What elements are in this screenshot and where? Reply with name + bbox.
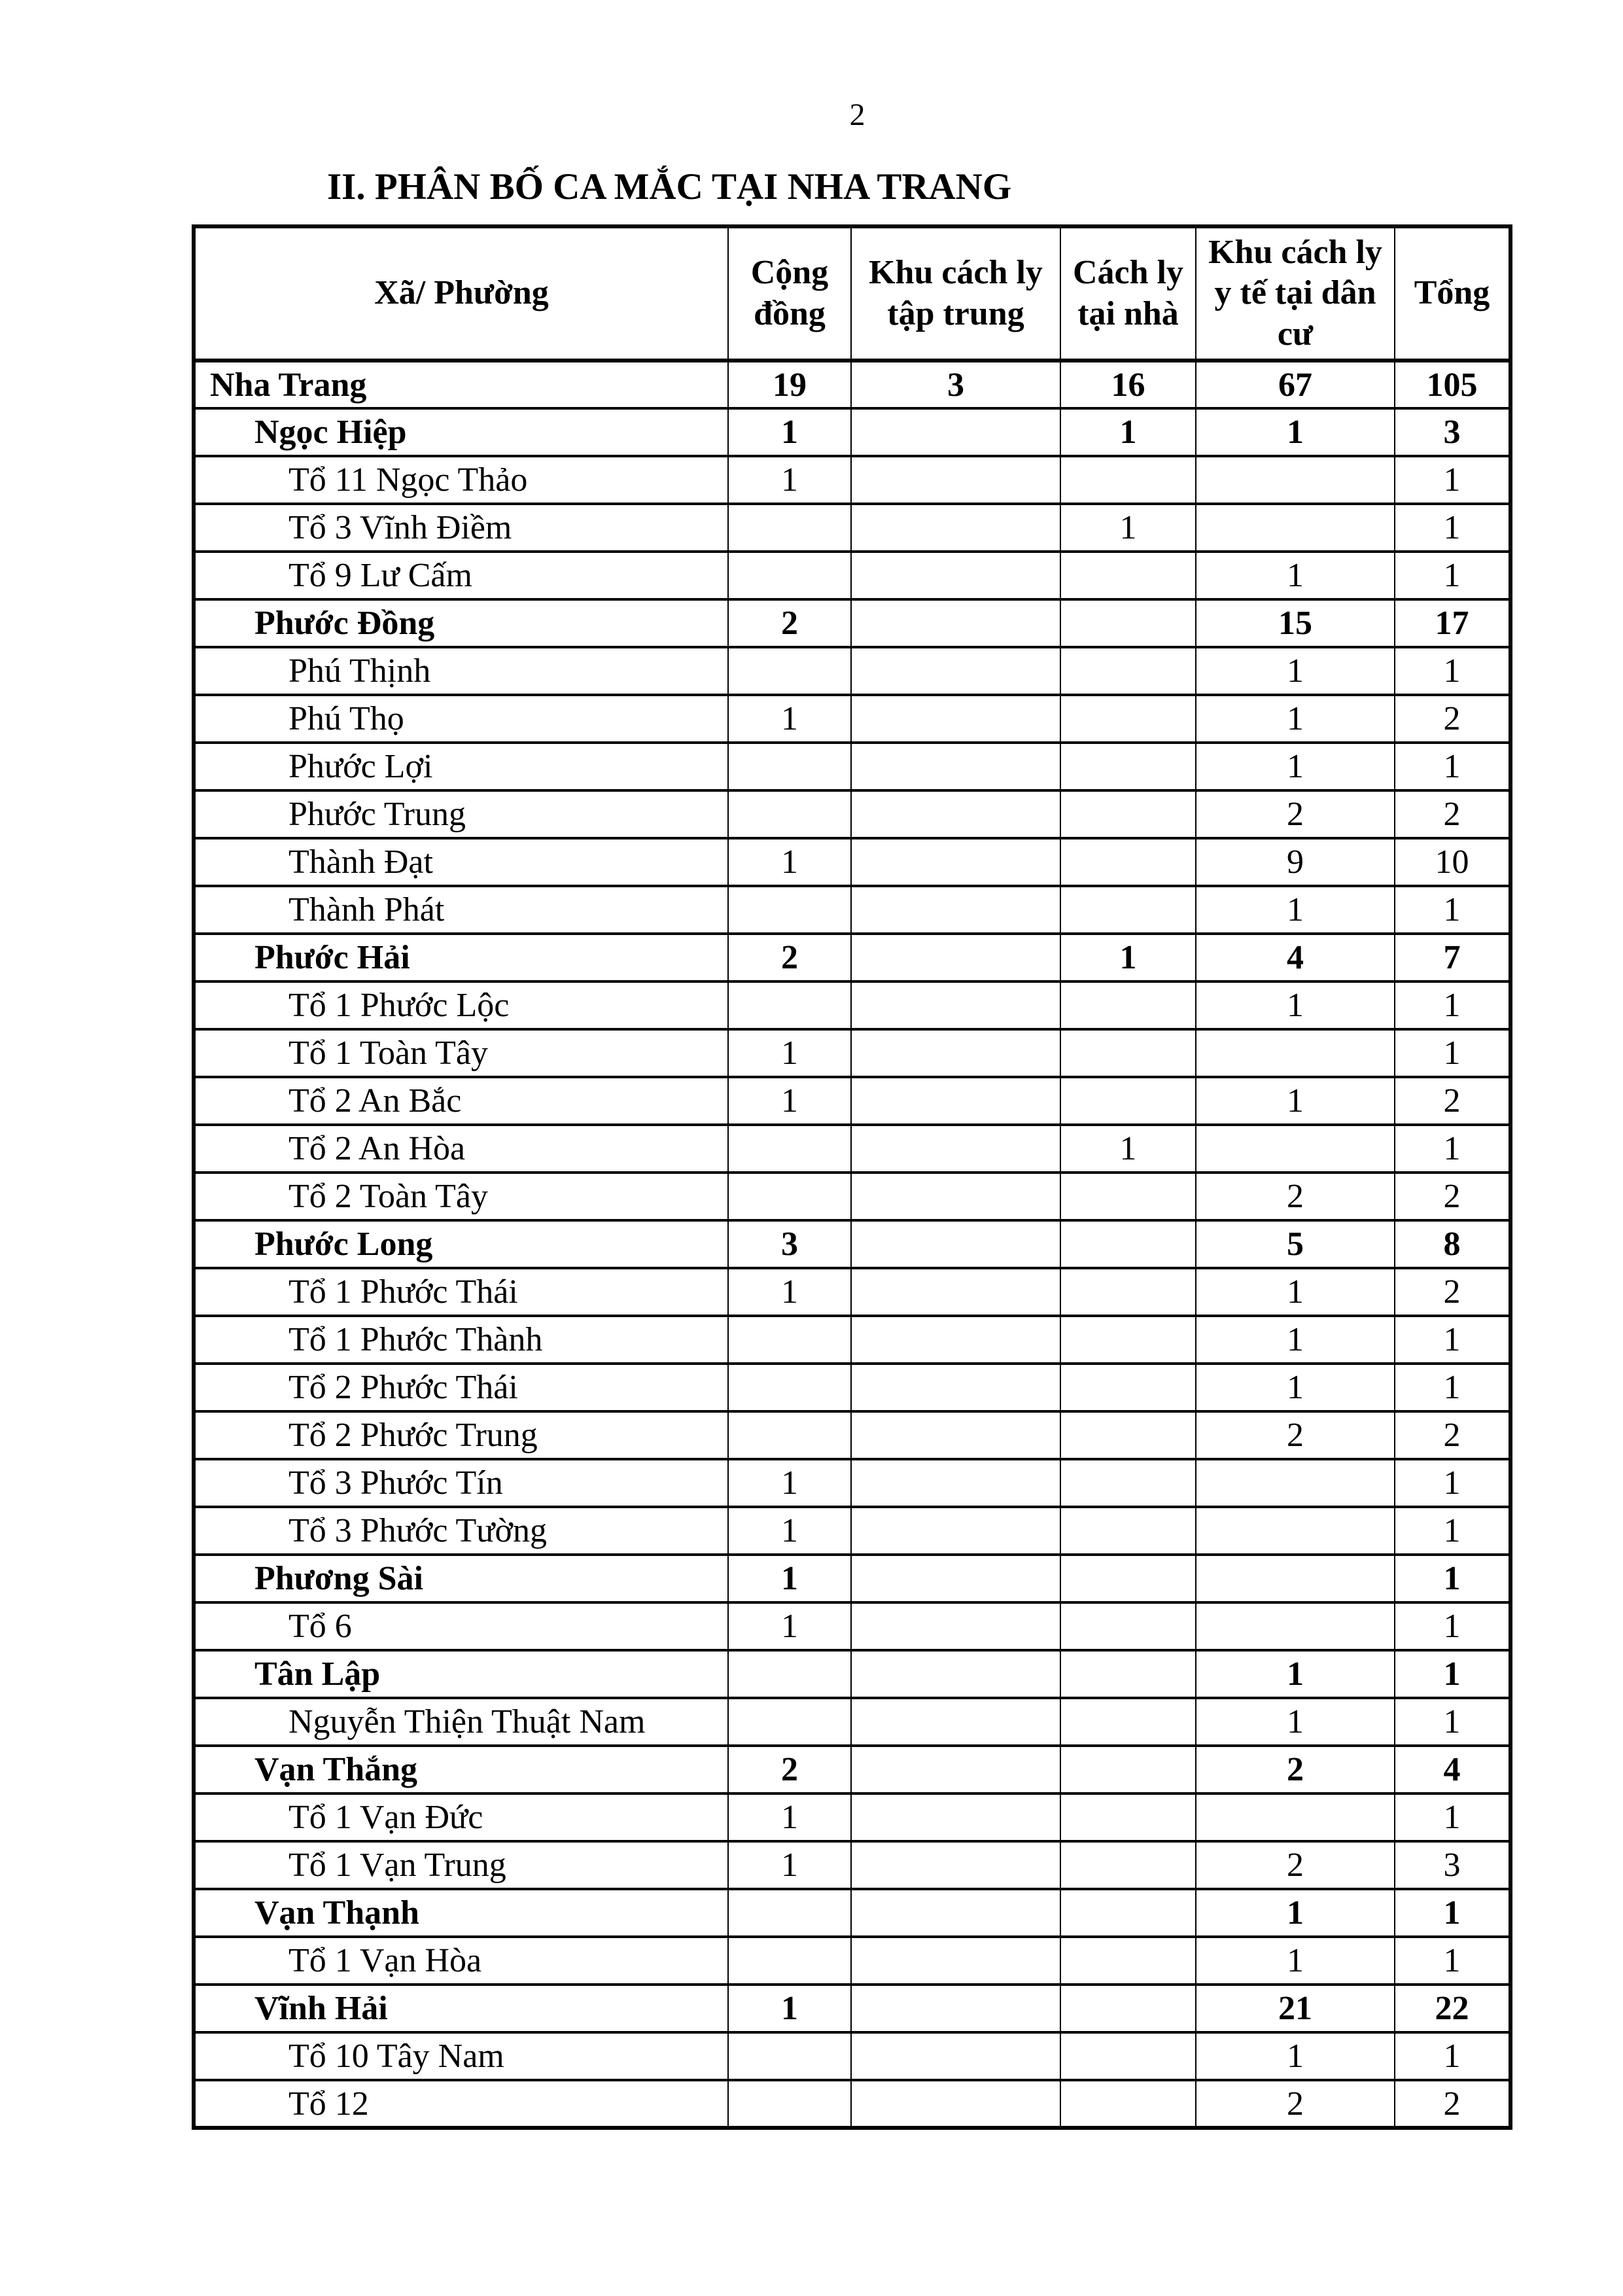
value-cell-tong: 1 [1395, 1555, 1510, 1602]
value-cell-tong: 2 [1395, 1173, 1510, 1220]
value-cell-cach-ly-y-te: 1 [1196, 981, 1395, 1029]
value-cell-cach-ly-y-te: 1 [1196, 1889, 1395, 1937]
value-cell-cach-ly-tai-nha [1060, 695, 1196, 743]
table-header [194, 226, 1510, 361]
value-cell-cong-dong [728, 647, 851, 695]
value-cell-tong: 10 [1395, 838, 1510, 886]
table-row [194, 1077, 1510, 1125]
value-cell-cach-ly-tai-nha [1060, 1555, 1196, 1602]
table-row [194, 934, 1510, 981]
value-cell-cach-ly-y-te [1196, 1555, 1395, 1602]
value-cell-cach-ly-tap-trung [851, 1459, 1060, 1507]
value-cell-cong-dong: 2 [728, 599, 851, 647]
table-row [194, 1364, 1510, 1411]
value-cell-cach-ly-tai-nha [1060, 2032, 1196, 2080]
table-row [194, 886, 1510, 934]
value-cell-cong-dong: 1 [728, 456, 851, 504]
column-header-tong: Tổng [1395, 226, 1510, 361]
value-cell-cach-ly-y-te: 1 [1196, 1650, 1395, 1698]
case-distribution-table [192, 224, 1512, 2130]
value-cell-cach-ly-tap-trung [851, 1555, 1060, 1602]
value-cell-cong-dong [728, 1937, 851, 1985]
section-title: II. PHÂN BỐ CA MẮC TẠI NHA TRANG [327, 166, 1012, 207]
value-cell-cach-ly-tap-trung [851, 1985, 1060, 2032]
table-row [194, 1125, 1510, 1173]
value-cell-cach-ly-tai-nha [1060, 599, 1196, 647]
area-name-cell: Tổ 1 Phước Thái [194, 1268, 728, 1316]
value-cell-cong-dong: 1 [728, 695, 851, 743]
value-cell-cach-ly-tai-nha [1060, 1268, 1196, 1316]
value-cell-cach-ly-y-te [1196, 456, 1395, 504]
value-cell-cach-ly-y-te: 5 [1196, 1220, 1395, 1268]
value-cell-cach-ly-tai-nha: 1 [1060, 934, 1196, 981]
value-cell-cach-ly-tap-trung [851, 981, 1060, 1029]
value-cell-tong: 1 [1395, 1029, 1510, 1077]
area-name-cell: Phương Sài [194, 1555, 728, 1602]
value-cell-tong: 1 [1395, 1125, 1510, 1173]
area-name-cell: Vạn Thắng [194, 1746, 728, 1793]
value-cell-cach-ly-y-te: 1 [1196, 1698, 1395, 1746]
table-row [194, 1985, 1510, 2032]
value-cell-tong: 1 [1395, 1507, 1510, 1555]
value-cell-tong: 1 [1395, 1364, 1510, 1411]
table-row [194, 647, 1510, 695]
value-cell-cach-ly-tap-trung [851, 886, 1060, 934]
table-row [194, 1459, 1510, 1507]
value-cell-cong-dong: 1 [728, 1029, 851, 1077]
value-cell-tong: 1 [1395, 1698, 1510, 1746]
value-cell-cach-ly-tai-nha [1060, 1459, 1196, 1507]
area-name-cell: Tổ 11 Ngọc Thảo [194, 456, 728, 504]
area-name-cell: Nguyễn Thiện Thuật Nam [194, 1698, 728, 1746]
value-cell-cong-dong [728, 2080, 851, 2128]
value-cell-cach-ly-tap-trung [851, 599, 1060, 647]
value-cell-tong: 1 [1395, 1459, 1510, 1507]
area-name-cell: Tổ 9 Lư Cấm [194, 552, 728, 599]
area-name-cell: Tổ 1 Vạn Hòa [194, 1937, 728, 1985]
value-cell-cong-dong: 1 [728, 1841, 851, 1889]
table-row [194, 2032, 1510, 2080]
value-cell-cong-dong [728, 1650, 851, 1698]
table-row [194, 2080, 1510, 2128]
value-cell-cong-dong [728, 1125, 851, 1173]
value-cell-tong: 3 [1395, 408, 1510, 456]
value-cell-cach-ly-y-te [1196, 1029, 1395, 1077]
value-cell-cach-ly-tap-trung [851, 1602, 1060, 1650]
value-cell-cach-ly-tai-nha: 1 [1060, 504, 1196, 552]
value-cell-cach-ly-y-te: 2 [1196, 1841, 1395, 1889]
value-cell-cach-ly-tai-nha [1060, 790, 1196, 838]
value-cell-cong-dong: 1 [728, 838, 851, 886]
value-cell-cach-ly-tap-trung [851, 1746, 1060, 1793]
area-name-cell: Phước Đồng [194, 599, 728, 647]
value-cell-cach-ly-tap-trung [851, 1364, 1060, 1411]
value-cell-tong: 1 [1395, 743, 1510, 790]
value-cell-cach-ly-tap-trung [851, 695, 1060, 743]
value-cell-cach-ly-tap-trung [851, 504, 1060, 552]
value-cell-cach-ly-tap-trung [851, 408, 1060, 456]
value-cell-cong-dong [728, 790, 851, 838]
table-row [194, 361, 1510, 408]
table-row [194, 743, 1510, 790]
table-row [194, 1411, 1510, 1459]
value-cell-cong-dong [728, 1316, 851, 1364]
value-cell-cach-ly-tai-nha [1060, 1793, 1196, 1841]
value-cell-cong-dong: 1 [728, 1268, 851, 1316]
value-cell-cach-ly-y-te: 1 [1196, 695, 1395, 743]
value-cell-tong: 2 [1395, 790, 1510, 838]
value-cell-cach-ly-tap-trung [851, 1507, 1060, 1555]
value-cell-tong: 2 [1395, 1411, 1510, 1459]
value-cell-cach-ly-y-te: 2 [1196, 2080, 1395, 2128]
value-cell-cach-ly-y-te [1196, 1507, 1395, 1555]
value-cell-cach-ly-tai-nha [1060, 1173, 1196, 1220]
value-cell-cong-dong: 1 [728, 1507, 851, 1555]
value-cell-cach-ly-tap-trung [851, 743, 1060, 790]
value-cell-cach-ly-y-te: 15 [1196, 599, 1395, 647]
column-header-cach-ly-tai-nha: Cách ly tại nhà [1060, 226, 1196, 361]
value-cell-tong: 1 [1395, 1650, 1510, 1698]
area-name-cell: Phước Hải [194, 934, 728, 981]
table-row [194, 1602, 1510, 1650]
value-cell-cong-dong: 1 [728, 1459, 851, 1507]
value-cell-cong-dong [728, 552, 851, 599]
table-row [194, 1316, 1510, 1364]
table-row [194, 1937, 1510, 1985]
value-cell-tong: 1 [1395, 1937, 1510, 1985]
value-cell-cach-ly-tai-nha [1060, 743, 1196, 790]
value-cell-tong: 1 [1395, 552, 1510, 599]
value-cell-cong-dong [728, 2032, 851, 2080]
table-row [194, 408, 1510, 456]
value-cell-tong: 1 [1395, 1793, 1510, 1841]
value-cell-cach-ly-tai-nha [1060, 456, 1196, 504]
table-row [194, 1746, 1510, 1793]
value-cell-cach-ly-tap-trung [851, 1650, 1060, 1698]
column-header-khu-cach-ly-tap-trung: Khu cách ly tập trung [851, 226, 1060, 361]
table-row [194, 1173, 1510, 1220]
value-cell-cach-ly-y-te: 1 [1196, 647, 1395, 695]
value-cell-cach-ly-y-te: 4 [1196, 934, 1395, 981]
table-row [194, 1555, 1510, 1602]
value-cell-cach-ly-y-te [1196, 504, 1395, 552]
value-cell-tong: 1 [1395, 2032, 1510, 2080]
area-name-cell: Tổ 12 [194, 2080, 728, 2128]
value-cell-cong-dong [728, 1889, 851, 1937]
value-cell-cach-ly-y-te: 1 [1196, 886, 1395, 934]
table-row [194, 1889, 1510, 1937]
value-cell-cach-ly-tap-trung: 3 [851, 361, 1060, 408]
value-cell-cach-ly-tai-nha [1060, 1746, 1196, 1793]
value-cell-cach-ly-tai-nha [1060, 1937, 1196, 1985]
area-name-cell: Tổ 3 Phước Tường [194, 1507, 728, 1555]
table-row [194, 456, 1510, 504]
value-cell-tong: 1 [1395, 504, 1510, 552]
value-cell-cach-ly-y-te: 2 [1196, 1411, 1395, 1459]
value-cell-cach-ly-tap-trung [851, 1841, 1060, 1889]
value-cell-tong: 8 [1395, 1220, 1510, 1268]
value-cell-cach-ly-tap-trung [851, 1411, 1060, 1459]
value-cell-cong-dong: 19 [728, 361, 851, 408]
table-row [194, 1220, 1510, 1268]
value-cell-tong: 2 [1395, 2080, 1510, 2128]
header-row [194, 226, 1510, 361]
area-name-cell: Vĩnh Hải [194, 1985, 728, 2032]
value-cell-tong: 1 [1395, 647, 1510, 695]
value-cell-cach-ly-tap-trung [851, 1316, 1060, 1364]
value-cell-tong: 22 [1395, 1985, 1510, 2032]
value-cell-cong-dong: 3 [728, 1220, 851, 1268]
value-cell-tong: 17 [1395, 599, 1510, 647]
value-cell-tong: 1 [1395, 1602, 1510, 1650]
column-header-xa-phuong: Xã/ Phường [194, 226, 728, 361]
value-cell-cong-dong: 2 [728, 934, 851, 981]
area-name-cell: Tổ 10 Tây Nam [194, 2032, 728, 2080]
value-cell-cach-ly-tai-nha [1060, 1220, 1196, 1268]
page-number: 2 [849, 97, 865, 132]
value-cell-cach-ly-tap-trung [851, 1793, 1060, 1841]
area-name-cell: Thành Đạt [194, 838, 728, 886]
value-cell-cong-dong [728, 504, 851, 552]
value-cell-cach-ly-tai-nha [1060, 1650, 1196, 1698]
value-cell-cach-ly-tai-nha [1060, 1698, 1196, 1746]
value-cell-cach-ly-tai-nha [1060, 1411, 1196, 1459]
value-cell-tong: 2 [1395, 1077, 1510, 1125]
value-cell-cach-ly-tai-nha [1060, 1889, 1196, 1937]
value-cell-cong-dong: 1 [728, 1602, 851, 1650]
value-cell-tong: 2 [1395, 695, 1510, 743]
value-cell-cach-ly-tai-nha [1060, 838, 1196, 886]
value-cell-tong: 1 [1395, 1889, 1510, 1937]
area-name-cell: Tổ 3 Vĩnh Điềm [194, 504, 728, 552]
value-cell-cong-dong [728, 886, 851, 934]
value-cell-cach-ly-y-te [1196, 1602, 1395, 1650]
value-cell-cach-ly-tai-nha: 1 [1060, 408, 1196, 456]
area-name-cell: Phước Trung [194, 790, 728, 838]
area-name-cell: Vạn Thạnh [194, 1889, 728, 1937]
value-cell-cach-ly-tai-nha: 16 [1060, 361, 1196, 408]
value-cell-cach-ly-tap-trung [851, 934, 1060, 981]
value-cell-cach-ly-tap-trung [851, 1125, 1060, 1173]
value-cell-cach-ly-tap-trung [851, 1268, 1060, 1316]
area-name-cell: Phước Lợi [194, 743, 728, 790]
area-name-cell: Phú Thịnh [194, 647, 728, 695]
value-cell-cach-ly-tai-nha [1060, 1316, 1196, 1364]
value-cell-cong-dong: 2 [728, 1746, 851, 1793]
table-row [194, 1841, 1510, 1889]
value-cell-cach-ly-y-te: 67 [1196, 361, 1395, 408]
value-cell-cach-ly-tap-trung [851, 838, 1060, 886]
value-cell-cach-ly-y-te: 2 [1196, 790, 1395, 838]
value-cell-cong-dong [728, 981, 851, 1029]
area-name-cell: Phước Long [194, 1220, 728, 1268]
value-cell-cong-dong: 1 [728, 1555, 851, 1602]
value-cell-cach-ly-y-te: 1 [1196, 1077, 1395, 1125]
column-header-khu-cach-ly-y-te: Khu cách ly y tế tại dân cư [1196, 226, 1395, 361]
value-cell-cach-ly-y-te: 2 [1196, 1173, 1395, 1220]
value-cell-tong: 7 [1395, 934, 1510, 981]
value-cell-cach-ly-y-te: 1 [1196, 743, 1395, 790]
area-name-cell: Tổ 2 Phước Thái [194, 1364, 728, 1411]
value-cell-cong-dong [728, 1698, 851, 1746]
value-cell-tong: 2 [1395, 1268, 1510, 1316]
area-name-cell: Nha Trang [194, 361, 728, 408]
value-cell-cach-ly-tap-trung [851, 2032, 1060, 2080]
table-row [194, 504, 1510, 552]
value-cell-cach-ly-tai-nha [1060, 1029, 1196, 1077]
table-row [194, 1507, 1510, 1555]
area-name-cell: Tổ 1 Vạn Trung [194, 1841, 728, 1889]
value-cell-cach-ly-tai-nha [1060, 2080, 1196, 2128]
area-name-cell: Tổ 1 Phước Lộc [194, 981, 728, 1029]
value-cell-cach-ly-tap-trung [851, 1220, 1060, 1268]
value-cell-tong: 4 [1395, 1746, 1510, 1793]
value-cell-cong-dong [728, 1364, 851, 1411]
value-cell-cach-ly-y-te: 1 [1196, 408, 1395, 456]
area-name-cell: Tổ 2 An Bắc [194, 1077, 728, 1125]
value-cell-cach-ly-tap-trung [851, 1889, 1060, 1937]
table-row [194, 695, 1510, 743]
table-row [194, 838, 1510, 886]
table-row [194, 1793, 1510, 1841]
value-cell-cach-ly-tap-trung [851, 1029, 1060, 1077]
value-cell-cach-ly-tai-nha [1060, 647, 1196, 695]
table-row [194, 981, 1510, 1029]
table-row [194, 599, 1510, 647]
value-cell-cach-ly-y-te: 1 [1196, 1268, 1395, 1316]
value-cell-tong: 1 [1395, 456, 1510, 504]
value-cell-cach-ly-tai-nha [1060, 552, 1196, 599]
area-name-cell: Thành Phát [194, 886, 728, 934]
value-cell-cong-dong: 1 [728, 408, 851, 456]
value-cell-cach-ly-y-te: 1 [1196, 1937, 1395, 1985]
value-cell-cach-ly-tai-nha [1060, 1364, 1196, 1411]
table-row [194, 1698, 1510, 1746]
value-cell-cach-ly-tap-trung [851, 1173, 1060, 1220]
value-cell-cach-ly-tai-nha [1060, 1077, 1196, 1125]
table-body [194, 361, 1510, 2128]
value-cell-cach-ly-tai-nha [1060, 1507, 1196, 1555]
value-cell-cach-ly-tai-nha [1060, 1602, 1196, 1650]
value-cell-cach-ly-y-te: 9 [1196, 838, 1395, 886]
value-cell-cong-dong: 1 [728, 1077, 851, 1125]
value-cell-cach-ly-tai-nha [1060, 886, 1196, 934]
value-cell-cong-dong: 1 [728, 1793, 851, 1841]
value-cell-cong-dong [728, 1173, 851, 1220]
value-cell-cach-ly-tap-trung [851, 552, 1060, 599]
area-name-cell: Tổ 1 Vạn Đức [194, 1793, 728, 1841]
area-name-cell: Tân Lập [194, 1650, 728, 1698]
area-name-cell: Phú Thọ [194, 695, 728, 743]
column-header-cong-dong: Cộng đồng [728, 226, 851, 361]
value-cell-cong-dong [728, 1411, 851, 1459]
value-cell-tong: 105 [1395, 361, 1510, 408]
value-cell-cach-ly-tai-nha: 1 [1060, 1125, 1196, 1173]
value-cell-tong: 3 [1395, 1841, 1510, 1889]
value-cell-cach-ly-tai-nha [1060, 981, 1196, 1029]
value-cell-cach-ly-y-te [1196, 1459, 1395, 1507]
value-cell-cach-ly-tap-trung [851, 647, 1060, 695]
value-cell-cach-ly-tai-nha [1060, 1841, 1196, 1889]
area-name-cell: Tổ 6 [194, 1602, 728, 1650]
table-row [194, 790, 1510, 838]
value-cell-cach-ly-y-te: 21 [1196, 1985, 1395, 2032]
value-cell-cach-ly-y-te: 1 [1196, 1364, 1395, 1411]
value-cell-cach-ly-y-te [1196, 1793, 1395, 1841]
value-cell-cach-ly-tap-trung [851, 2080, 1060, 2128]
value-cell-cong-dong [728, 743, 851, 790]
area-name-cell: Tổ 3 Phước Tín [194, 1459, 728, 1507]
area-name-cell: Tổ 1 Toàn Tây [194, 1029, 728, 1077]
area-name-cell: Tổ 2 Toàn Tây [194, 1173, 728, 1220]
value-cell-cach-ly-y-te: 1 [1196, 1316, 1395, 1364]
area-name-cell: Tổ 1 Phước Thành [194, 1316, 728, 1364]
value-cell-cach-ly-tai-nha [1060, 1985, 1196, 2032]
area-name-cell: Tổ 2 An Hòa [194, 1125, 728, 1173]
value-cell-cach-ly-y-te [1196, 1125, 1395, 1173]
value-cell-tong: 1 [1395, 1316, 1510, 1364]
value-cell-cach-ly-y-te: 1 [1196, 2032, 1395, 2080]
value-cell-tong: 1 [1395, 886, 1510, 934]
value-cell-cach-ly-y-te: 2 [1196, 1746, 1395, 1793]
value-cell-cach-ly-tap-trung [851, 1698, 1060, 1746]
value-cell-cach-ly-tap-trung [851, 790, 1060, 838]
value-cell-cach-ly-tap-trung [851, 1937, 1060, 1985]
value-cell-cach-ly-tap-trung [851, 1077, 1060, 1125]
value-cell-cach-ly-tap-trung [851, 456, 1060, 504]
table-row [194, 552, 1510, 599]
value-cell-cach-ly-y-te: 1 [1196, 552, 1395, 599]
table-row [194, 1268, 1510, 1316]
value-cell-cong-dong: 1 [728, 1985, 851, 2032]
table-row [194, 1650, 1510, 1698]
value-cell-tong: 1 [1395, 981, 1510, 1029]
area-name-cell: Ngọc Hiệp [194, 408, 728, 456]
area-name-cell: Tổ 2 Phước Trung [194, 1411, 728, 1459]
table-row [194, 1029, 1510, 1077]
